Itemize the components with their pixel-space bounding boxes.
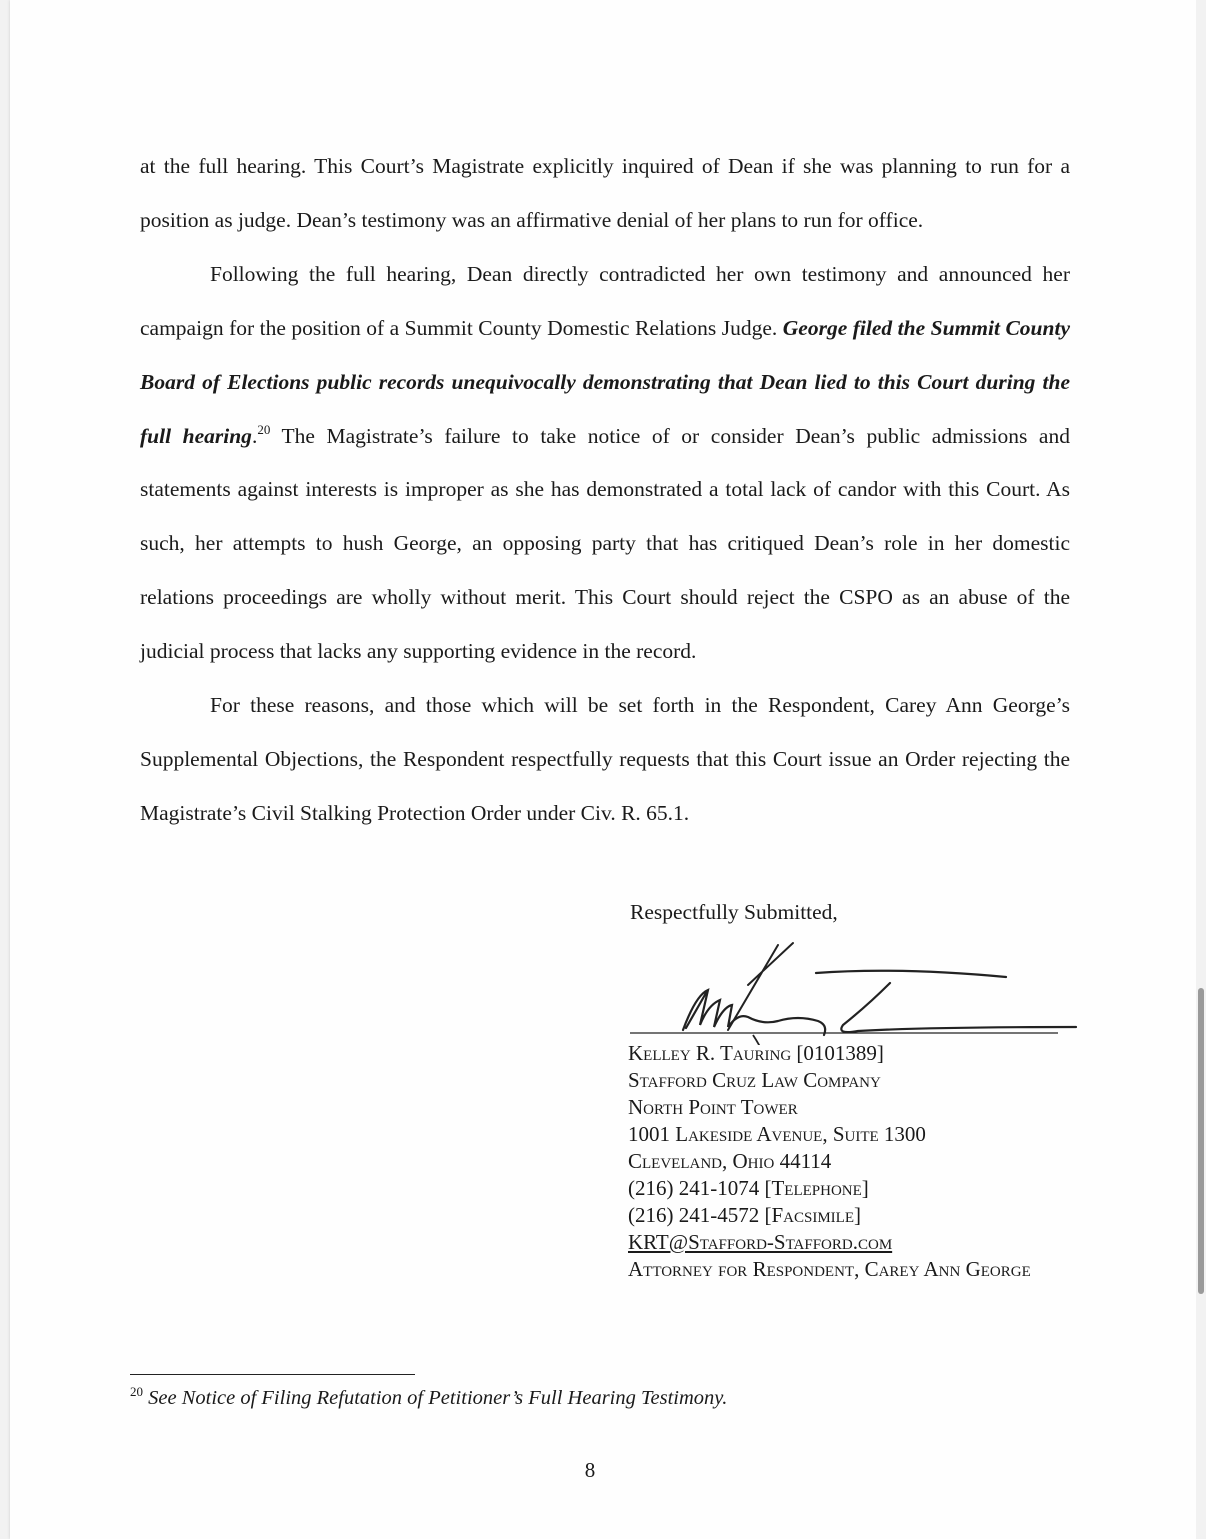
paragraph-text: Following the full hearing, Dean directly contradicted her own testimony and announced her campaign for the position of a Summit County Domestic Relations Judge. [140, 261, 1070, 340]
footnote [130, 1384, 1070, 1410]
closing: Respectfully Submitted, [630, 900, 838, 924]
document-page [10, 0, 1196, 1539]
period: . [251, 423, 258, 448]
footnote-text: See Notice of Filing Refutation of Petitioner’s Full Hearing Testimony. [148, 1387, 728, 1409]
paragraph-text: The Magistrate’s failure to take notice of or consider Dean’s public admissions and statements against interests is improper as she has demonstrated a total lack of candor with this Court. As such, her attempts to hush George, an opposing party that has critiqued Dean’s role in her domestic relations proceedings are wholly without merit. This Court should reject the CSPO as an abuse of the judicial process that lacks any supporting evidence in the record. [140, 423, 1070, 664]
attorney-role: Attorney for Respondent, Carey Ann George [628, 1257, 1031, 1281]
footnote-reference[interactable]: 20 [257, 421, 271, 437]
street-address: 1001 Lakeside Avenue, Suite 1300 [628, 1122, 926, 1146]
city-state-zip: Cleveland, Ohio 44114 [628, 1149, 832, 1173]
facsimile: (216) 241-4572 [Facsimile] [628, 1203, 861, 1227]
body-text [140, 140, 1070, 841]
footnote-divider [130, 1374, 415, 1375]
signature [628, 935, 1098, 1045]
telephone: (216) 241-1074 [Telephone] [628, 1176, 869, 1200]
building-name: North Point Tower [628, 1095, 798, 1119]
law-firm: Stafford Cruz Law Company [628, 1068, 881, 1092]
emphasis-text: George filed the Summit County Board of Elections public records unequivocally demonstrating that Dean lied to this Court during the full hearing [140, 315, 1070, 448]
scrollbar-thumb[interactable] [1198, 988, 1204, 1294]
scrollbar-track[interactable] [1196, 0, 1206, 1539]
paragraph-continuation: at the full hearing. This Court’s Magistrate explicitly inquired of Dean if she was planning to run for a position as judge. Dean’s testimony was an affirmative denial of her plans to run for office. [140, 154, 1070, 232]
paragraph-hearing-contradiction [140, 248, 1070, 679]
attorney-name: Kelley R. Tauring [0101389] [628, 1041, 884, 1065]
email-link[interactable]: KRT@Stafford-Stafford.com [628, 1230, 893, 1254]
page-number: 8 [584, 1458, 596, 1482]
signature-block [628, 1040, 1048, 1283]
paragraph-conclusion: For these reasons, and those which will be set forth in the Respondent, Carey Ann George’s Supplemental Objections, the Respondent respectfully requests that this Court issue an Order rejecting the Magistrate’s Civil Stalking Protection Order under Civ. R. 65.1. [140, 693, 1070, 825]
footnote-number: 20 [130, 1384, 143, 1399]
